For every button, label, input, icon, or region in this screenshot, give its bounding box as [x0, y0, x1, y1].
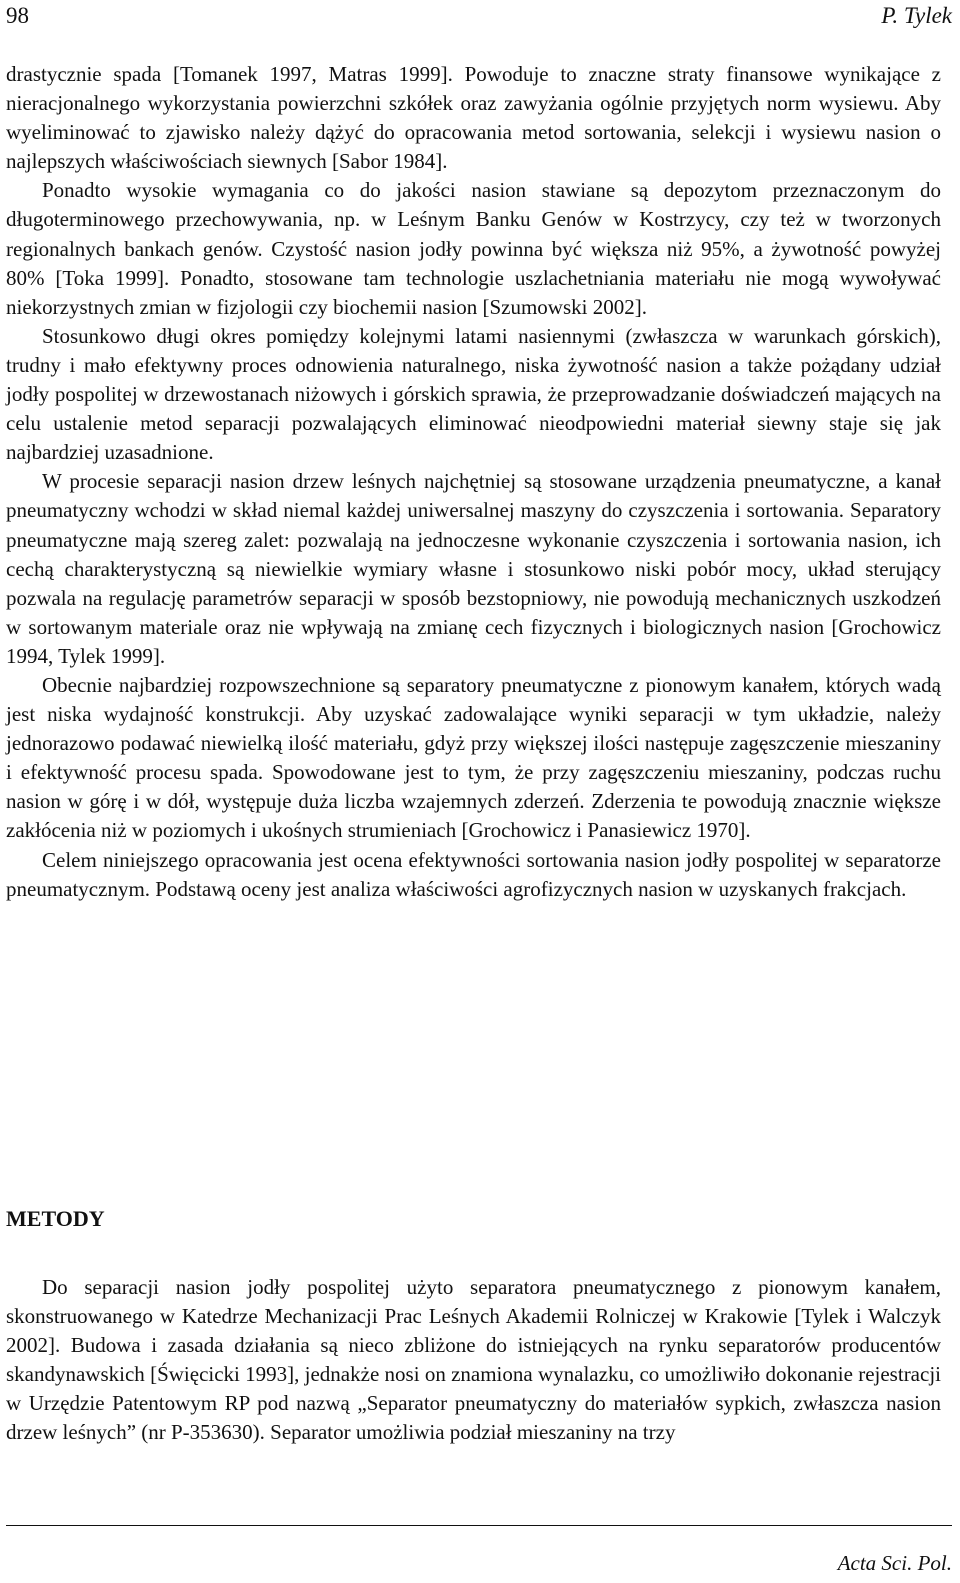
page-header [6, 0, 952, 32]
section-heading-methods: METODY [6, 1206, 105, 1231]
paragraph: Celem niniejszego opracowania jest ocena efektywności sortowania nasion jodły pospolitej w separatorze pneumatycznym. Podstawą oceny jest analiza właściwości agrofizycznych nasion w uzyskanych frakcjach. [6, 847, 941, 901]
page-number: 98 [6, 3, 29, 28]
introduction-text [6, 60, 941, 904]
paragraph: W procesie separacji nasion drzew leśnych najchętniej są stosowane urządzenia pneumatyczne, a kanał pneumatyczny wchodzi w skład niemal każdej uniwersalnej maszyny do czyszczenia i sortowania. Separatory pneumatyczne mają szereg zalet: pozwalają na jednoczesne wykonanie czyszczenia i sortowania nasion, ich cechą charakterystyczną są niewielkie wymiary własne i stosunkowo niski pobór mocy, układ sterujący pozwala na regulację parametrów separacji w sposób bezstopniowy, nie powodują mechanicznych uszkodzeń w sortowanym materiale oraz nie wpływają na zmianę cech fizycznych i biologicznych nasion [Grochowicz 1994, Tylek 1999]. [6, 469, 941, 668]
paragraph: Stosunkowo długi okres pomiędzy kolejnymi latami nasiennymi (zwłaszcza w warunkach górskich), trudny i mało efektywny proces odnowienia naturalnego, niska żywotność nasion a także pożądany udział jodły pospolitej w drzewostanach niżowych i górskich sprawia, że przeprowadzanie doświadczeń mających na celu ustalenie metod separacji pozwalających eliminować nieodpowiedni materiał siewny staje się jak najbardziej uzasadnione. [6, 323, 941, 465]
paragraph: Do separacji nasion jodły pospolitej użyto separatora pneumatycznego z pionowym kanałem, skonstruowanego w Katedrze Mechanizacji Prac Leśnych Akademii Rolniczej w Krakowie [Tylek i Walczyk 2002]. Budowa i zasada działania są nieco zbliżone do istniejących na rynku separatorów producentów skandynawskich [Święcicki 1993], jednakże nosi on znamiona wynalazku, co umożliwiło dokonanie rejestracji w Urzędzie Patentowym RP pod nazwą „Separator pneumatyczny do materiałów sypkich, zwłaszcza nasion drzew leśnych” (nr P-353630). Separator umożliwia podział mieszaniny na trzy [6, 1275, 941, 1445]
paragraph: Ponadto wysokie wymagania co do jakości nasion stawiane są depozytom przeznaczonym do długoterminowego przechowywania, np. w Leśnym Banku Genów w Kostrzycy, czy też w tworzonych regionalnych bankach genów. Czystość nasion jodły powinna być większa niż 95%, a żywotność powyżej 80% [Toka 1999]. Ponadto, stosowane tam technologie uszlachetniania materiału nie mogą wywoływać niekorzystnych zmian w fizjologii czy biochemii nasion [Szumowski 2002]. [6, 178, 941, 319]
footer-divider [6, 1525, 952, 1526]
paragraph: Obecnie najbardziej rozpowszechnione są separatory pneumatyczne z pionowym kanałem, których wadą jest niska wydajność konstrukcji. Aby uzyskać zadowalające wyniki separacji w tym układzie, należy jednorazowo podawać niewielką ilość materiału, gdyż przy większej ilości następuje zagęszczenie mieszaniny i efektywność procesu spada. Spowodowane jest to tym, że przy zagęszczeniu mieszaniny, podczas ruchu nasion w górę i w dół, występuje duża liczba wzajemnych zderzeń. Zderzenia te powodują znacznie większe zakłócenia niż w poziomych i ukośnych strumieniach [Grochowicz i Panasiewicz 1970]. [6, 672, 941, 843]
journal-footer: Acta Sci. Pol. [837, 1551, 952, 1575]
running-author: P. Tylek [881, 3, 952, 28]
methods-text [6, 1273, 941, 1448]
paragraph-continuation: drastycznie spada [Tomanek 1997, Matras 1999]. Powoduje to znaczne straty finansowe wynikające z nieracjonalnego wykorzystania powierzchni szkółek oraz zawyżania ogólnie przyjętych norm wysiewu. Aby wyeliminować to zjawisko należy dążyć do opracowania metod sortowania, selekcji i wysiewu nasion o najlepszych właściwościach siewnych [Sabor 1984]. [6, 62, 941, 174]
